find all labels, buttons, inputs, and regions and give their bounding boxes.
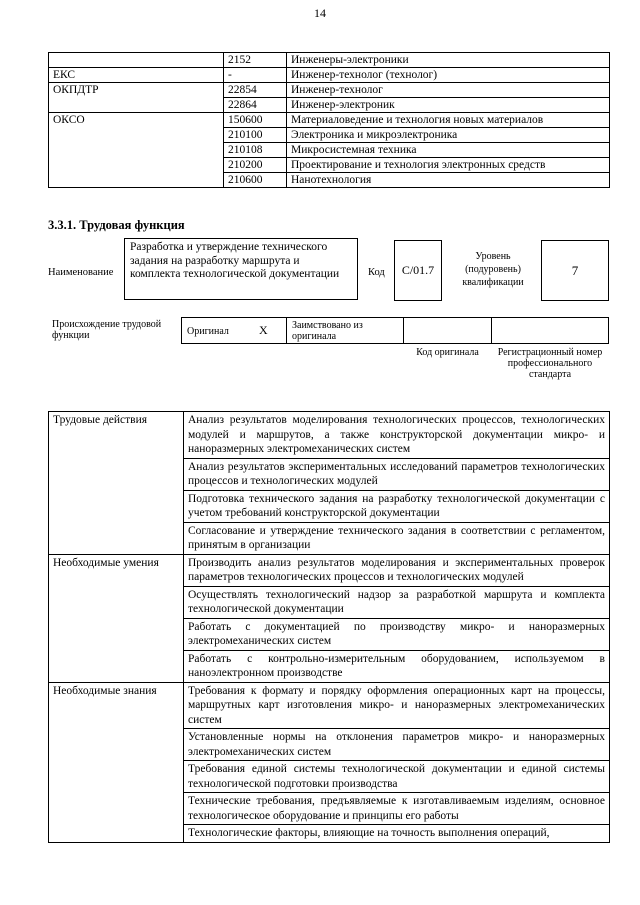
category-item: Производить анализ результатов моделирования и экспериментальных проверок параметров технологических процессов и технологических модулей <box>184 554 610 586</box>
classification-doc <box>49 53 224 68</box>
classification-doc <box>49 143 224 158</box>
category-item: Требования единой системы технологической документации и единой системы технологической подготовки производства <box>184 761 610 793</box>
original-label: Оригинал <box>187 326 229 337</box>
classification-code: 210100 <box>224 128 287 143</box>
category-item: Технические требования, предъявляемые к изготавливаемым изделиям, основное технологическое оборудование и принципы его работы <box>184 793 610 825</box>
category-item: Осуществлять технологический надзор за разработкой маршрута и комплекта технологической документации <box>184 586 610 618</box>
classification-name: Инженер-технолог <box>287 83 610 98</box>
classification-row <box>49 83 610 98</box>
classification-name: Материаловедение и технология новых материалов <box>287 113 610 128</box>
classification-name: Проектирование и технология электронных средств <box>287 158 610 173</box>
category-item: Работать с контрольно-измерительным оборудованием, используемом в наноэлектронном производстве <box>184 650 610 682</box>
classification-table <box>48 52 610 188</box>
classification-doc <box>49 158 224 173</box>
reg-number-label: Регистрационный номер профессионального стандарта <box>497 347 603 380</box>
original-mark: X <box>259 323 268 337</box>
classification-name: Инженер-технолог (технолог) <box>287 68 610 83</box>
classification-code: - <box>224 68 287 83</box>
code-label: Код <box>368 267 385 278</box>
code-original-label: Код оригинала <box>416 347 479 358</box>
classification-code: 2152 <box>224 53 287 68</box>
original-cell <box>181 317 287 344</box>
classification-row <box>49 143 610 158</box>
category-title: Трудовые действия <box>49 412 184 555</box>
classification-code: 210108 <box>224 143 287 158</box>
function-name-box: Разработка и утверждение технического задания на разработку маршрута и комплекта технологической документации <box>124 238 358 300</box>
classification-row <box>49 128 610 143</box>
classification-row <box>49 113 610 128</box>
classification-row <box>49 98 610 113</box>
function-row <box>49 682 610 729</box>
level-label: Уровень (подуровень) квалификации <box>462 251 524 288</box>
function-row <box>49 554 610 586</box>
category-item: Технологические факторы, влияющие на точность выполнения операций, <box>184 825 610 843</box>
classification-code: 210600 <box>224 173 287 188</box>
page-number: 14 <box>314 6 326 20</box>
name-label: Наименование <box>48 267 114 278</box>
classification-doc <box>49 173 224 188</box>
classification-name: Микросистемная техника <box>287 143 610 158</box>
function-row <box>49 412 610 459</box>
category-item: Анализ результатов моделирования технологических процессов, технологических модулей и маршрутов, а также конструкторской документации микро- и наноразмерных электромеханических систем <box>184 412 610 459</box>
classification-name: Электроника и микроэлектроника <box>287 128 610 143</box>
classification-row <box>49 158 610 173</box>
borrowed-cell: Заимствовано из оригинала <box>286 317 404 344</box>
category-item: Установленные нормы на отклонения параметров микро- и наноразмерных электромеханических систем <box>184 729 610 761</box>
classification-name: Нанотехнология <box>287 173 610 188</box>
classification-code: 150600 <box>224 113 287 128</box>
code-value-box: С/01.7 <box>394 240 442 301</box>
labor-function-table <box>48 411 610 843</box>
classification-doc <box>49 128 224 143</box>
reg-number-cell <box>491 317 609 344</box>
classification-name: Инженеры-электроники <box>287 53 610 68</box>
code-original-cell <box>403 317 492 344</box>
category-item: Согласование и утверждение технического задания в соответствии с регламентом, принятым в организации <box>184 522 610 554</box>
classification-row <box>49 53 610 68</box>
classification-doc: ЕКС <box>49 68 224 83</box>
category-item: Подготовка технического задания на разработку технологической документации с учетом требований конструкторской документации <box>184 490 610 522</box>
classification-doc: ОКПДТР <box>49 83 224 98</box>
category-item: Требования к формату и порядку оформления операционных карт на процессы, маршрутных карт изготовления микро- и наноразмерных электромеханических систем <box>184 682 610 729</box>
origin-label: Происхождение трудовой функции <box>52 319 162 341</box>
classification-code: 210200 <box>224 158 287 173</box>
classification-row <box>49 68 610 83</box>
classification-code: 22864 <box>224 98 287 113</box>
classification-name: Инженер-электроник <box>287 98 610 113</box>
category-item: Анализ результатов экспериментальных исследований параметров технологических процессов и технологических модулей <box>184 458 610 490</box>
category-item: Работать с документацией по производству микро- и наноразмерных электромеханических систем <box>184 618 610 650</box>
classification-doc: ОКСО <box>49 113 224 128</box>
classification-code: 22854 <box>224 83 287 98</box>
category-title: Необходимые знания <box>49 682 184 842</box>
classification-row <box>49 173 610 188</box>
classification-doc <box>49 98 224 113</box>
section-heading: 3.3.1. Трудовая функция <box>48 218 185 232</box>
level-value-box: 7 <box>541 240 609 301</box>
category-title: Необходимые умения <box>49 554 184 682</box>
